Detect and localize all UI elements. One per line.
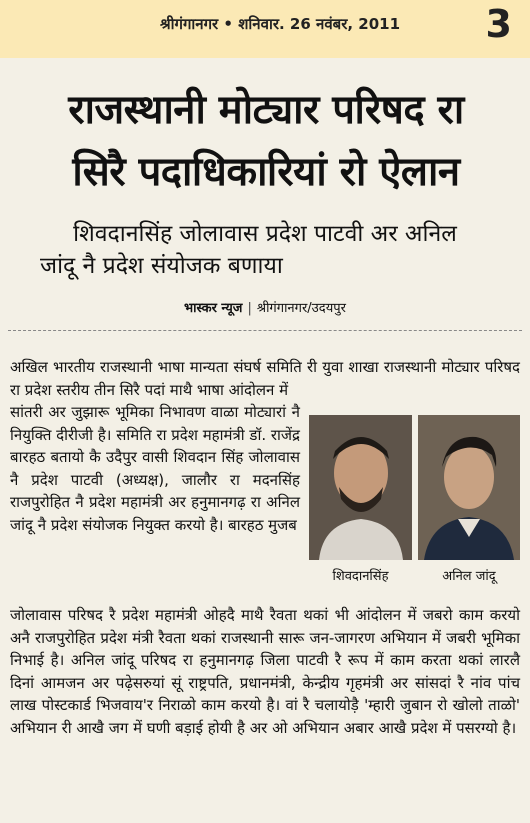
dateline: श्रीगंगानगर • शनिवार. 26 नवंबर, 2011 <box>160 15 401 33</box>
subhead-line-2: जांदू नै प्रदेश संयोजक बणाया <box>40 253 283 279</box>
byline-location: श्रीगंगानगर/उदयपुर <box>256 301 346 316</box>
header-band <box>0 0 530 58</box>
page-number: 3 <box>485 2 512 46</box>
article-paragraph-left-column: सांतरी अर जुझारू भूमिका निभावण वाळा मोट्यारां नै नियुक्ति दीरीजी है। समिति रा प्रदेश महामंत्री डॉ. राजेंद्र बारहठ बतायो कै उदैपुर वासी शिवदान सिंह जोलावास नै प्रदेश पाटवी (अध्यक्ष), जालौर रा मदनसिंह राजपुरोहित नै प्रदेश महामंत्री अर हनुमानगढ़ रा अनिल जांदू नै प्रदेश संयोजक नियुक्त करयो है। बारहठ मुजब <box>10 403 300 534</box>
photo-anil-jandu <box>418 415 520 560</box>
portrait-2-image <box>418 415 520 560</box>
byline-source: भास्कर न्यूज <box>184 301 243 316</box>
headline-line-1: राजस्थानी मोट्यार परिषद रा <box>68 87 464 133</box>
photo-caption-2: अनिल जांदू <box>442 569 496 584</box>
photo-shivdan-singh <box>309 415 412 560</box>
byline <box>0 298 530 316</box>
section-divider <box>8 330 522 331</box>
subhead-line-1: शिवदानसिंह जोलावास प्रदेश पाटवी अर अनिल <box>73 221 457 247</box>
byline-separator: | <box>247 301 252 316</box>
article-paragraph-bottom: जोलावास परिषद रै प्रदेश महामंत्री ओहदै माथै रैवता थकां भी आंदोलन में जबरो काम करयो अनै राजपुरोहित प्रदेश मंत्री रैवता थकां राजस्थानी सारू जन-जागरण अभियान में जबरी भूमिका निभाई है। अनिल जांदू परिषद रा हनुमानगढ़ जिला पाटवी रै रूप में काम करता थकां लारलै दिनां आमजन अर पढ़ेसरुयां सूं राष्ट्रपति, प्रधानमंत्री, केन्द्रीय गृहमंत्री अर सांसदां रै नांव पांच लाख पोस्टकार्ड भिजवाय'र निराळो काम करयो है। वां रै चलायोड़ै 'म्हारी जुबान रो खोलो ताळो' अभियान री आखै जग में घणी बड़ाई होयी है अर ओ अभियान अबार आखै प्रदेश में पसरग्यो है। <box>10 606 520 737</box>
headline-line-2: सिरै पदाधिकारियां रो ऐलान <box>72 149 460 195</box>
photo-caption-1: शिवदानसिंह <box>332 569 389 584</box>
article-paragraph-top: अखिल भारतीय राजस्थानी भाषा मान्यता संघर्ष समिति री युवा शाखा राजस्थानी मोट्यार परिषद रा प्रदेश स्तरीय तीन सिरै पदां माथै भाषा आंदोलन में <box>10 358 520 399</box>
portrait-1-image <box>309 415 412 560</box>
